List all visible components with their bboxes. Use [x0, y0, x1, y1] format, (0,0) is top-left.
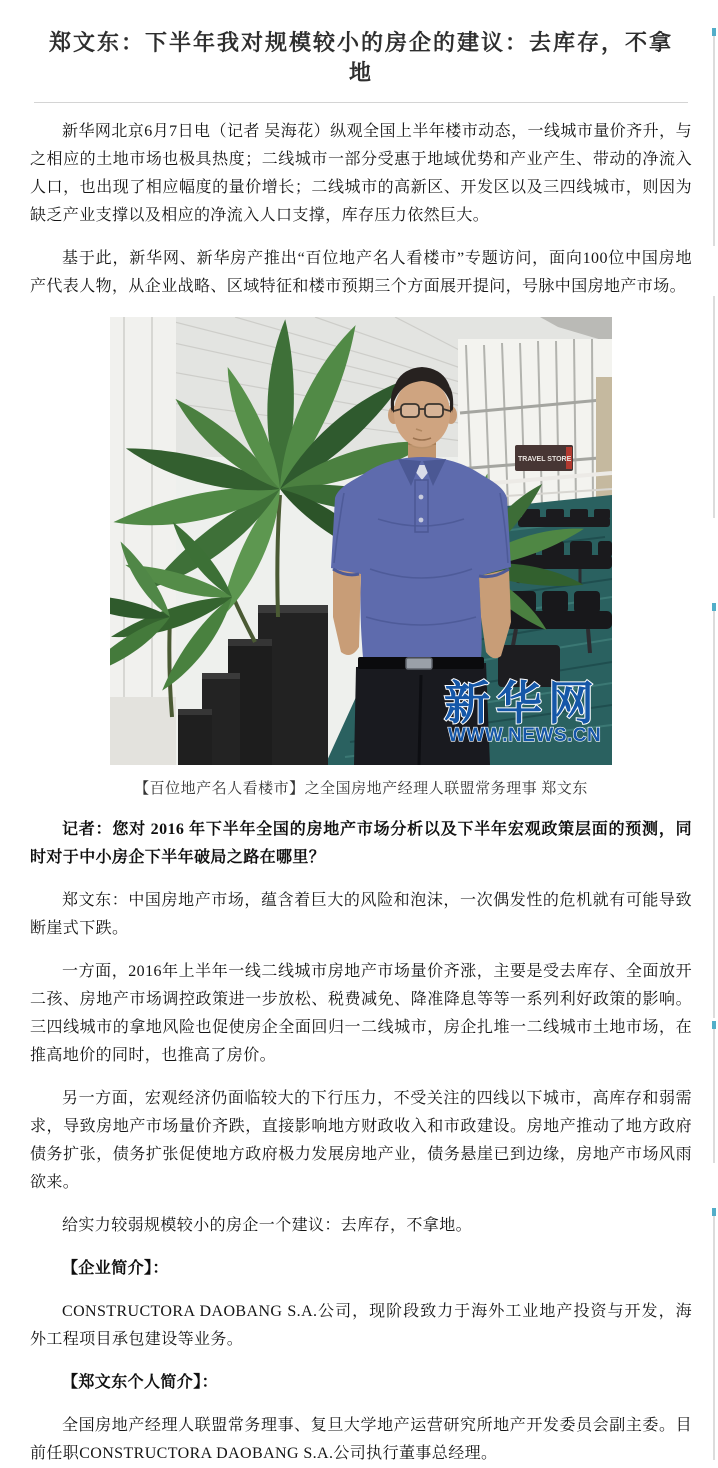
article-page [0, 28, 718, 1468]
scrollbar-thumb[interactable] [713, 296, 715, 518]
title-divider [34, 102, 688, 103]
intro-paragraph-2: 基于此，新华网、新华房产推出“百位地产名人看楼市”专题访问，面向100位中国房地产代表人物，从企业战略、区域特征和楼市预期三个方面展开提问，号脉中国房地产市场。 [30, 250, 692, 295]
scrollbar-thumb[interactable] [713, 1023, 715, 1163]
button [419, 518, 424, 523]
watermark-logo-text: 新华网 [444, 677, 600, 729]
body-paragraph: 给实力较弱规模较小的房企一个建议：去库存，不拿地。 [62, 1217, 473, 1234]
scrollbar-thumb[interactable] [713, 1208, 715, 1460]
left-wall [110, 317, 176, 765]
answer-paragraph: 郑文东：中国房地产市场，蕴含着巨大的风险和泡沫，一次偶发性的危机就有可能导致断崖式下跌。 [30, 892, 692, 937]
person-profile-paragraph: 全国房地产经理人联盟常务理事、复旦大学地产运营研究所地产开发委员会副主委。目前任职CONSTRUCTORA DAOBANG S.A.公司执行董事总经理。 [30, 1417, 692, 1462]
photo-caption: 【百位地产名人看楼市】之全国房地产经理人联盟常务理事 郑文东 [134, 781, 588, 797]
scrollbar-cap [712, 1021, 716, 1029]
scrollbar-cap [712, 603, 716, 611]
xinhua-watermark [444, 677, 601, 746]
belt-buckle [406, 658, 432, 669]
body-paragraph: 另一方面，宏观经济仍面临较大的下行压力，不受关注的四线以下城市，高库存和弱需求，导致房地产市场量价齐跌，直接影响地方财政收入和市政建设。房地产推动了地方政府债务扩张，债务扩张促使地方政府极力发展房地产业，债务悬崖已到边缘，房地产市场风雨欲来。 [30, 1090, 692, 1191]
body-paragraph: 一方面，2016年上半年一线二线城市房地产市场量价齐涨，主要是受去库存、全面放开二孩、房地产市场调控政策进一步放松、税费减免、降准降息等等一系列利好政策的影响。三四线城市的拿地风险也促使房企全面回归一二线城市，房企扎堆一二线城市土地市场，在推高地价的同时，也推高了房价。 [30, 963, 692, 1064]
article-title: 郑文东：下半年我对规模较小的房企的建议：去库存，不拿地 [48, 30, 673, 85]
company-profile-paragraph: CONSTRUCTORA DAOBANG S.A.公司，现阶段致力于海外工业地产投资与开发，海外工程项目承包建设等业务。 [30, 1303, 692, 1348]
scrollbar-thumb[interactable] [713, 28, 715, 246]
article-figure [30, 317, 692, 798]
person-profile-heading: 【郑文东个人简介】： [62, 1374, 219, 1391]
question-paragraph: 记者：您对 2016 年下半年全国的房地产市场分析以及下半年宏观政策层面的预测，同时对于中小房企下半年破局之路在哪里？ [30, 821, 692, 866]
intro-paragraph-1: 新华网北京6月7日电（记者 吴海花）纵观全国上半年楼市动态，一线城市量价齐升，与之相应的土地市场也极具热度；二线城市一部分受惠于地域优势和产业产生、带动的净流入人口，也出现了相应幅度的量价增长；二线城市的高新区、开发区以及三四线城市，则因为缺乏产业支撑以及相应的净流入人口支撑，库存压力依然巨大。 [30, 123, 692, 224]
scrollbar-thumb[interactable] [713, 603, 715, 1018]
button [419, 495, 424, 500]
photo-illustration [110, 317, 612, 765]
watermark-url-text: WWW.NEWS.CN [448, 725, 602, 746]
sign-text: TRAVEL STORE [518, 456, 572, 463]
travel-store-sign [515, 445, 573, 471]
scrollbar-cap [712, 28, 716, 36]
company-profile-heading: 【企业简介】： [62, 1260, 169, 1277]
scrollbar-cap [712, 1208, 716, 1216]
